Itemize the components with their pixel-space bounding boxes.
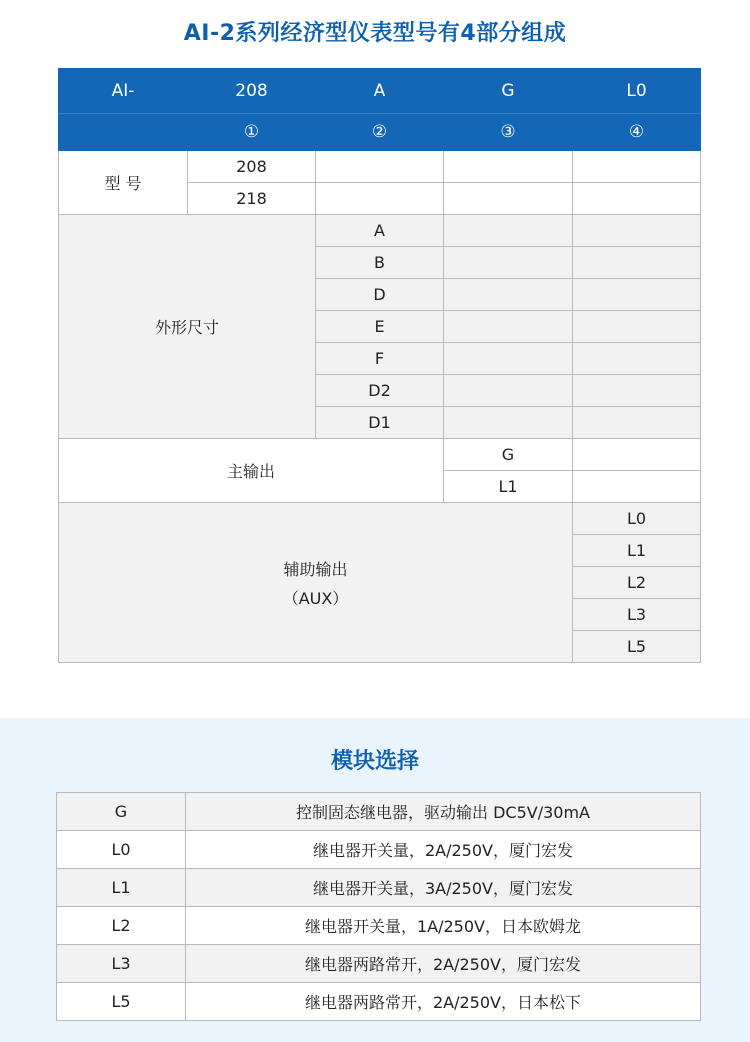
header-part-3: ③ (444, 114, 573, 151)
aux-output-value: L2 (573, 567, 701, 599)
empty-cell (444, 215, 573, 247)
size-value: F (316, 343, 444, 375)
main-output-label: 主输出 (59, 439, 444, 503)
empty-cell (573, 183, 701, 215)
model-label: 型 号 (59, 151, 188, 215)
empty-cell (573, 279, 701, 311)
main-output-value: G (444, 439, 573, 471)
empty-cell (573, 439, 701, 471)
header-part-2: ② (316, 114, 444, 151)
model-composition-table (58, 68, 701, 663)
size-value: A (316, 215, 444, 247)
header-code-part2: A (316, 69, 444, 114)
size-value: D1 (316, 407, 444, 439)
module-row (57, 983, 701, 1021)
empty-cell (573, 311, 701, 343)
header-part-1: ① (188, 114, 316, 151)
header-code-prefix: AI- (59, 69, 188, 114)
size-label: 外形尺寸 (59, 215, 316, 439)
empty-cell (444, 375, 573, 407)
empty-cell (444, 407, 573, 439)
header-part-row (59, 114, 701, 151)
size-row (59, 215, 701, 247)
empty-cell (444, 247, 573, 279)
size-value: E (316, 311, 444, 343)
aux-output-value: L1 (573, 535, 701, 567)
header-code-row (59, 69, 701, 114)
empty-cell (444, 279, 573, 311)
empty-cell (573, 151, 701, 183)
module-code: L3 (57, 945, 186, 983)
empty-cell (573, 375, 701, 407)
aux-output-value: L0 (573, 503, 701, 535)
aux-output-label-line2: （AUX） (282, 588, 349, 608)
empty-cell (444, 151, 573, 183)
header-code-part1: 208 (188, 69, 316, 114)
module-row (57, 793, 701, 831)
module-selection-section (0, 718, 750, 1042)
model-row (59, 151, 701, 183)
module-code: L0 (57, 831, 186, 869)
module-desc: 继电器两路常开，2A/250V，厦门宏发 (186, 945, 701, 983)
module-desc: 继电器开关量，2A/250V，厦门宏发 (186, 831, 701, 869)
header-part-4: ④ (573, 114, 701, 151)
aux-output-value: L5 (573, 631, 701, 663)
module-code: L2 (57, 907, 186, 945)
size-value: D2 (316, 375, 444, 407)
empty-cell (573, 215, 701, 247)
page-title: AI-2系列经济型仪表型号有4部分组成 (183, 21, 567, 46)
module-row (57, 831, 701, 869)
size-value: D (316, 279, 444, 311)
empty-cell (573, 407, 701, 439)
module-row (57, 869, 701, 907)
header-code-part3: G (444, 69, 573, 114)
module-row (57, 945, 701, 983)
aux-output-label-line1: 辅助输出 (283, 559, 348, 579)
empty-cell (444, 343, 573, 375)
size-value: B (316, 247, 444, 279)
module-row (57, 907, 701, 945)
main-output-row (59, 439, 701, 471)
empty-cell (444, 183, 573, 215)
empty-cell (444, 311, 573, 343)
header-part-empty (59, 114, 188, 151)
aux-output-row (59, 503, 701, 535)
module-code: L5 (57, 983, 186, 1021)
module-code: G (57, 793, 186, 831)
empty-cell (573, 247, 701, 279)
module-desc: 继电器开关量，1A/250V，日本欧姆龙 (186, 907, 701, 945)
module-section-title: 模块选择 (330, 749, 419, 774)
model-value: 218 (188, 183, 316, 215)
empty-cell (573, 343, 701, 375)
model-value: 208 (188, 151, 316, 183)
main-output-value: L1 (444, 471, 573, 503)
module-desc: 继电器两路常开，2A/250V，日本松下 (186, 983, 701, 1021)
module-desc: 继电器开关量，3A/250V，厦门宏发 (186, 869, 701, 907)
module-code: L1 (57, 869, 186, 907)
empty-cell (573, 471, 701, 503)
module-desc: 控制固态继电器，驱动输出 DC5V/30mA (186, 793, 701, 831)
empty-cell (316, 151, 444, 183)
aux-output-label (59, 503, 573, 663)
module-table (56, 792, 701, 1021)
aux-output-value: L3 (573, 599, 701, 631)
header-code-part4: L0 (573, 69, 701, 114)
empty-cell (316, 183, 444, 215)
